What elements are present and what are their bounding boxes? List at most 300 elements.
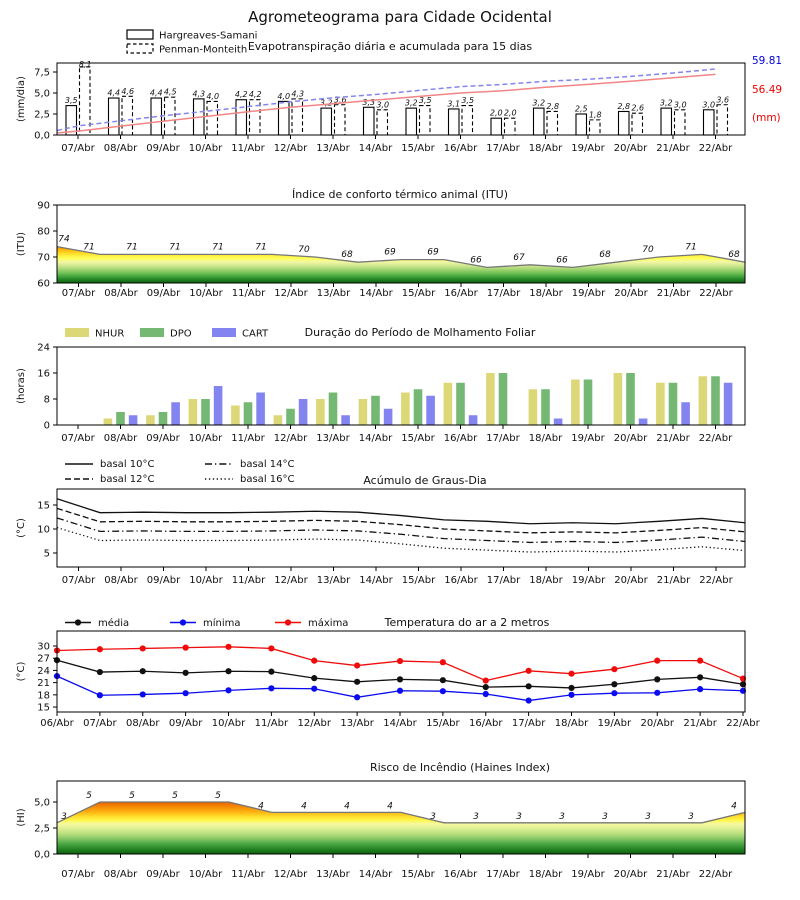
- y-tick-label: 8: [43, 394, 50, 406]
- bar-nhur: [699, 376, 708, 425]
- value-label: 4: [344, 801, 350, 812]
- marker-mínima: [397, 688, 403, 694]
- value-label: 3,5: [64, 96, 78, 106]
- legend-label: basal 14°C: [240, 459, 295, 470]
- x-tick-label: 17/Abr: [486, 288, 521, 299]
- bar-nhur: [274, 415, 283, 425]
- legend-swatch-cart: [212, 328, 236, 337]
- x-tick-label: 21/Abr: [656, 288, 691, 299]
- x-tick-label: 18/Abr: [528, 869, 563, 880]
- x-tick-label: 08/Abr: [103, 869, 138, 880]
- x-tick-label: 15/Abr: [401, 433, 435, 444]
- legend-label: basal 10°C: [100, 459, 155, 470]
- x-tick-label: 12/Abr: [273, 143, 308, 154]
- y-tick-label: 15: [37, 500, 50, 512]
- x-tick-label: 13/Abr: [340, 718, 374, 729]
- marker-máxima: [697, 658, 703, 664]
- x-tick-label: 09/Abr: [168, 718, 203, 729]
- marker-máxima: [268, 645, 274, 651]
- y-tick-label: 0: [43, 420, 50, 432]
- bar-nhur: [444, 383, 453, 425]
- y-tick-label: 2,5: [34, 823, 50, 835]
- x-tick-label: 11/Abr: [231, 433, 265, 444]
- bar-hargreaves: [321, 108, 332, 135]
- bar-hargreaves: [364, 107, 375, 135]
- value-label: 69: [384, 247, 396, 258]
- marker-máxima: [440, 659, 446, 665]
- legend-label-média: média: [98, 618, 130, 629]
- x-tick-label: 15/Abr: [401, 575, 436, 586]
- x-tick-label: 22/Abr: [698, 433, 733, 444]
- bar-dpo: [201, 399, 210, 425]
- legend-swatch-dpo: [140, 328, 164, 337]
- bar-penman: [590, 120, 601, 135]
- marker-mínima: [654, 690, 660, 696]
- value-label: 3,0: [376, 100, 390, 110]
- y-tick-label: 27: [37, 653, 50, 665]
- marker-máxima: [611, 666, 617, 672]
- chart-molhamento: [0, 305, 800, 447]
- x-tick-label: 15/Abr: [426, 718, 460, 729]
- x-tick-label: 07/Abr: [83, 718, 117, 729]
- bar-penman: [547, 111, 558, 135]
- value-label: 5: [172, 791, 178, 801]
- value-label: 3: [430, 811, 436, 822]
- value-label: 3,3: [362, 97, 376, 107]
- bar-nhur: [401, 393, 410, 426]
- marker-mínima: [440, 688, 446, 694]
- marker-máxima: [568, 671, 574, 677]
- y-tick-label: 18: [37, 690, 50, 702]
- bar-cart: [214, 386, 223, 425]
- marker-média: [183, 670, 189, 676]
- x-tick-label: 13/Abr: [316, 143, 350, 154]
- x-tick-label: 13/Abr: [316, 869, 350, 880]
- bar-hargreaves: [279, 101, 290, 135]
- x-tick-label: 20/Abr: [613, 869, 648, 880]
- x-tick-label: 16/Abr: [443, 869, 478, 880]
- x-tick-label: 16/Abr: [443, 143, 478, 154]
- y-tick-label: 90: [37, 200, 50, 212]
- y-tick-label: 15: [37, 702, 50, 714]
- bar-nhur: [486, 373, 495, 425]
- chart-title: Acúmulo de Graus-Dia: [363, 474, 487, 487]
- marker-máxima: [311, 658, 317, 664]
- value-label: 71: [212, 242, 224, 253]
- bar-dpo: [371, 396, 380, 425]
- bar-dpo: [584, 380, 593, 426]
- value-label: 4,3: [291, 89, 305, 99]
- marker-média: [354, 679, 360, 685]
- x-tick-label: 16/Abr: [444, 575, 478, 586]
- y-tick-label: 16: [37, 368, 50, 380]
- y-tick-label: 0,0: [34, 849, 50, 861]
- value-label: 4,0: [277, 91, 291, 101]
- x-tick-label: 19/Abr: [597, 718, 632, 729]
- x-tick-label: 14/Abr: [358, 143, 393, 154]
- marker-máxima: [526, 668, 532, 674]
- x-tick-label: 14/Abr: [383, 718, 417, 729]
- x-tick-label: 18/Abr: [528, 143, 563, 154]
- x-tick-label: 08/Abr: [104, 575, 138, 586]
- value-label: 4,3: [192, 89, 206, 99]
- marker-média: [311, 675, 317, 681]
- marker-média: [440, 677, 446, 683]
- x-tick-label: 07/Abr: [61, 433, 95, 444]
- x-tick-label: 09/Abr: [146, 575, 181, 586]
- bar-cart: [639, 419, 648, 426]
- bar-penman: [632, 113, 643, 135]
- x-tick-label: 22/Abr: [726, 718, 760, 729]
- mm-unit-label: (mm): [752, 112, 781, 124]
- chart-title: Evapotranspiração diária e acumulada para 15 dias: [247, 40, 533, 53]
- x-tick-label: 14/Abr: [358, 869, 393, 880]
- x-tick-label: 09/Abr: [146, 143, 180, 154]
- y-tick-label: 24: [37, 665, 50, 677]
- value-label: 3,6: [716, 95, 730, 105]
- value-label: 3,2: [659, 98, 673, 108]
- bar-dpo: [414, 389, 423, 425]
- bar-penman: [377, 110, 388, 135]
- bar-penman: [717, 105, 728, 135]
- bar-hargreaves: [109, 98, 120, 135]
- value-label: 3,2: [404, 98, 418, 108]
- bar-hargreaves: [406, 108, 417, 135]
- chart-title: Risco de Incêndio (Haines Index): [369, 761, 551, 774]
- value-label: 4,2: [248, 90, 262, 100]
- legend-label: basal 16°C: [240, 474, 295, 485]
- marker-máxima: [483, 677, 489, 683]
- value-label: 3,2: [532, 98, 546, 108]
- bar-nhur: [104, 419, 113, 426]
- value-label: 3,5: [461, 96, 475, 106]
- marker-mínima: [526, 697, 532, 703]
- y-axis-label: (°C): [16, 661, 27, 682]
- x-tick-label: 08/Abr: [126, 718, 160, 729]
- marker-mínima: [225, 687, 231, 693]
- value-label: 68: [341, 250, 353, 261]
- x-tick-label: 10/Abr: [211, 718, 246, 729]
- value-label: 2,5: [574, 104, 588, 114]
- x-tick-label: 12/Abr: [297, 718, 331, 729]
- value-label: 2,6: [631, 103, 645, 113]
- marker-mínima: [354, 694, 360, 700]
- x-tick-label: 07/Abr: [61, 575, 96, 586]
- marker-média: [654, 676, 660, 682]
- x-tick-label: 11/Abr: [254, 718, 289, 729]
- bar-penman: [292, 99, 303, 135]
- x-tick-label: 16/Abr: [444, 288, 478, 299]
- x-tick-label: 15/Abr: [401, 143, 435, 154]
- value-label: 3: [602, 811, 608, 822]
- bar-cart: [681, 402, 690, 425]
- bar-dpo: [626, 373, 635, 425]
- value-label: 4: [301, 801, 307, 812]
- page-title: Agrometeograma para Cidade Ocidental: [248, 8, 552, 26]
- value-label: 4,6: [121, 86, 135, 96]
- legend-label-hargreaves: Hargreaves-Samani: [159, 30, 258, 42]
- x-tick-label: 14/Abr: [359, 288, 393, 299]
- y-tick-label: 5: [43, 548, 50, 560]
- legend-marker-máxima: [285, 619, 291, 625]
- bar-hargreaves: [661, 108, 672, 135]
- y-tick-label: 60: [37, 278, 50, 290]
- legend-label-cart: CART: [242, 328, 269, 340]
- marker-máxima: [225, 644, 231, 650]
- legend-swatch-penman: [127, 44, 153, 53]
- y-tick-label: 0,0: [34, 130, 50, 142]
- x-tick-label: 08/Abr: [103, 143, 138, 154]
- value-label: 3: [559, 811, 565, 822]
- hargreaves-total: 56.49: [752, 84, 783, 96]
- marker-máxima: [397, 658, 403, 664]
- bar-dpo: [159, 412, 168, 425]
- marker-mínima: [268, 685, 274, 691]
- bar-dpo: [286, 409, 295, 425]
- value-label: 3,6: [333, 95, 347, 105]
- x-tick-label: 22/Abr: [698, 869, 733, 880]
- value-label: 68: [599, 250, 611, 261]
- x-tick-label: 19/Abr: [571, 433, 605, 444]
- value-label: 4,4: [107, 88, 121, 98]
- bar-cart: [724, 383, 733, 425]
- series-line-basal10C: [57, 499, 745, 524]
- y-axis-label: (mm/dia): [16, 76, 27, 122]
- x-tick-label: 16/Abr: [443, 433, 478, 444]
- bar-cart: [469, 415, 478, 425]
- marker-média: [225, 668, 231, 674]
- y-tick-label: 7,5: [34, 67, 50, 79]
- bar-dpo: [499, 373, 508, 425]
- value-label: 4: [258, 801, 264, 812]
- x-tick-label: 13/Abr: [316, 433, 350, 444]
- x-tick-label: 22/Abr: [699, 288, 733, 299]
- x-tick-label: 17/Abr: [486, 869, 520, 880]
- bar-nhur: [189, 399, 198, 425]
- x-tick-label: 18/Abr: [529, 288, 563, 299]
- value-label: 70: [298, 245, 310, 255]
- legend-marker-mínima: [180, 619, 186, 625]
- marker-média: [483, 684, 489, 690]
- x-tick-label: 17/Abr: [511, 718, 546, 729]
- marker-mínima: [483, 691, 489, 697]
- x-tick-label: 20/Abr: [613, 433, 648, 444]
- bar-nhur: [146, 415, 155, 425]
- bar-penman: [165, 97, 176, 135]
- x-tick-label: 10/Abr: [189, 575, 223, 586]
- value-label: 4,4: [149, 88, 163, 98]
- bar-penman: [122, 96, 133, 135]
- bar-hargreaves: [576, 114, 587, 135]
- bar-hargreaves: [491, 118, 502, 135]
- y-tick-label: 30: [37, 641, 50, 653]
- y-axis-label: (horas): [16, 368, 27, 404]
- bar-cart: [384, 409, 393, 425]
- area-fill: [57, 802, 745, 854]
- chart-haines: [0, 735, 800, 890]
- marker-média: [140, 668, 146, 674]
- x-tick-label: 13/Abr: [316, 288, 351, 299]
- marker-média: [268, 669, 274, 675]
- x-tick-label: 11/Abr: [231, 143, 265, 154]
- value-label: 3,2: [319, 98, 333, 108]
- value-label: 3,0: [702, 100, 716, 110]
- marker-máxima: [97, 646, 103, 652]
- x-tick-label: 21/Abr: [656, 143, 690, 154]
- plot-frame: [57, 489, 745, 567]
- legend-swatch-nhur: [65, 328, 89, 337]
- value-label: 8,1: [78, 60, 92, 69]
- y-tick-label: 5,0: [34, 88, 50, 100]
- x-tick-label: 17/Abr: [486, 143, 520, 154]
- bar-cart: [554, 419, 563, 426]
- value-label: 1,8: [588, 110, 602, 120]
- x-tick-label: 19/Abr: [571, 575, 606, 586]
- y-tick-label: 10: [37, 524, 50, 536]
- value-label: 2,8: [617, 101, 631, 111]
- legend-label-penman: Penman-Monteith: [159, 44, 248, 56]
- x-tick-label: 09/Abr: [146, 869, 180, 880]
- value-label: 4: [387, 801, 393, 812]
- bar-penman: [420, 106, 431, 135]
- chart-title: Índice de conforto térmico animal (ITU): [291, 188, 509, 201]
- x-tick-label: 21/Abr: [683, 718, 717, 729]
- bar-penman: [462, 106, 473, 135]
- x-tick-label: 18/Abr: [529, 575, 563, 586]
- bar-dpo: [541, 389, 550, 425]
- bar-dpo: [116, 412, 125, 425]
- bar-nhur: [656, 383, 665, 425]
- value-label: 4,5: [163, 87, 177, 97]
- marker-média: [397, 676, 403, 682]
- bar-cart: [129, 415, 138, 425]
- x-tick-label: 07/Abr: [61, 869, 95, 880]
- chart-itu: [0, 160, 800, 305]
- value-label: 4: [731, 801, 737, 812]
- x-tick-label: 19/Abr: [571, 143, 605, 154]
- marker-média: [697, 674, 703, 680]
- x-tick-label: 15/Abr: [401, 869, 435, 880]
- x-tick-label: 10/Abr: [189, 288, 223, 299]
- value-label: 71: [169, 242, 181, 253]
- bar-hargreaves: [619, 111, 630, 135]
- bar-cart: [171, 402, 180, 425]
- legend-label: basal 12°C: [100, 474, 155, 485]
- value-label: 71: [83, 242, 95, 253]
- x-tick-label: 21/Abr: [656, 869, 690, 880]
- y-tick-label: 5,0: [34, 797, 50, 809]
- x-tick-label: 21/Abr: [656, 575, 691, 586]
- marker-mínima: [97, 692, 103, 698]
- bar-hargreaves: [704, 110, 715, 135]
- bar-penman: [207, 101, 218, 135]
- x-tick-label: 14/Abr: [358, 433, 393, 444]
- value-label: 3,5: [418, 96, 432, 106]
- value-label: 66: [556, 255, 568, 266]
- value-label: 3,1: [447, 99, 461, 109]
- x-tick-label: 16/Abr: [469, 718, 503, 729]
- marker-mínima: [140, 691, 146, 697]
- bar-nhur: [529, 389, 538, 425]
- bar-cart: [426, 396, 435, 425]
- x-tick-label: 11/Abr: [231, 575, 266, 586]
- x-tick-label: 20/Abr: [640, 718, 674, 729]
- x-tick-label: 15/Abr: [401, 288, 436, 299]
- bar-penman: [505, 118, 516, 135]
- x-tick-label: 12/Abr: [273, 869, 308, 880]
- y-tick-label: 21: [37, 678, 50, 690]
- x-tick-label: 14/Abr: [359, 575, 393, 586]
- y-axis-label: (ITU): [16, 231, 27, 257]
- value-label: 3: [516, 811, 522, 822]
- x-tick-label: 08/Abr: [104, 288, 138, 299]
- bar-hargreaves: [236, 100, 247, 135]
- legend-label-dpo: DPO: [170, 328, 192, 340]
- marker-máxima: [354, 662, 360, 668]
- chart-graus-dia: [0, 447, 800, 589]
- value-label: 74: [58, 234, 70, 245]
- bar-nhur: [316, 399, 325, 425]
- bar-nhur: [614, 373, 623, 425]
- bar-cart: [299, 399, 308, 425]
- value-label: 71: [126, 242, 138, 253]
- marker-média: [568, 685, 574, 691]
- marker-mínima: [611, 690, 617, 696]
- value-label: 3: [645, 811, 651, 822]
- x-tick-label: 12/Abr: [273, 433, 308, 444]
- y-axis-label: (HI): [16, 808, 27, 827]
- value-label: 3: [61, 811, 67, 822]
- bar-hargreaves: [534, 108, 545, 135]
- value-label: 3: [473, 811, 479, 822]
- x-tick-label: 09/Abr: [146, 433, 180, 444]
- chart-title: Temperatura do ar a 2 metros: [384, 616, 550, 629]
- marker-média: [611, 681, 617, 687]
- marker-máxima: [183, 645, 189, 651]
- x-tick-label: 11/Abr: [231, 288, 266, 299]
- y-axis-label: (°C): [16, 518, 27, 538]
- value-label: 68: [728, 250, 740, 261]
- x-tick-label: 17/Abr: [486, 433, 520, 444]
- value-label: 71: [685, 242, 697, 253]
- y-tick-label: 80: [37, 226, 50, 238]
- chart-evapotranspiracao: [0, 0, 800, 160]
- bar-dpo: [456, 383, 465, 425]
- x-tick-label: 19/Abr: [571, 288, 606, 299]
- value-label: 5: [86, 791, 92, 801]
- x-tick-label: 18/Abr: [554, 718, 589, 729]
- legend-label-máxima: máxima: [308, 618, 349, 629]
- bar-dpo: [244, 402, 253, 425]
- legend-marker-média: [75, 619, 81, 625]
- x-tick-label: 09/Abr: [146, 288, 181, 299]
- bar-dpo: [669, 383, 678, 425]
- marker-mínima: [568, 692, 574, 698]
- x-tick-label: 22/Abr: [699, 575, 733, 586]
- value-label: 2,8: [546, 101, 560, 111]
- x-tick-label: 12/Abr: [274, 288, 308, 299]
- x-tick-label: 08/Abr: [103, 433, 138, 444]
- marker-mínima: [183, 690, 189, 696]
- bar-dpo: [711, 376, 720, 425]
- value-label: 67: [513, 252, 525, 263]
- value-label: 5: [215, 791, 221, 801]
- x-tick-label: 12/Abr: [274, 575, 308, 586]
- y-tick-label: 2,5: [34, 109, 50, 121]
- x-tick-label: 10/Abr: [188, 433, 223, 444]
- value-label: 5: [129, 791, 135, 801]
- marker-máxima: [654, 658, 660, 664]
